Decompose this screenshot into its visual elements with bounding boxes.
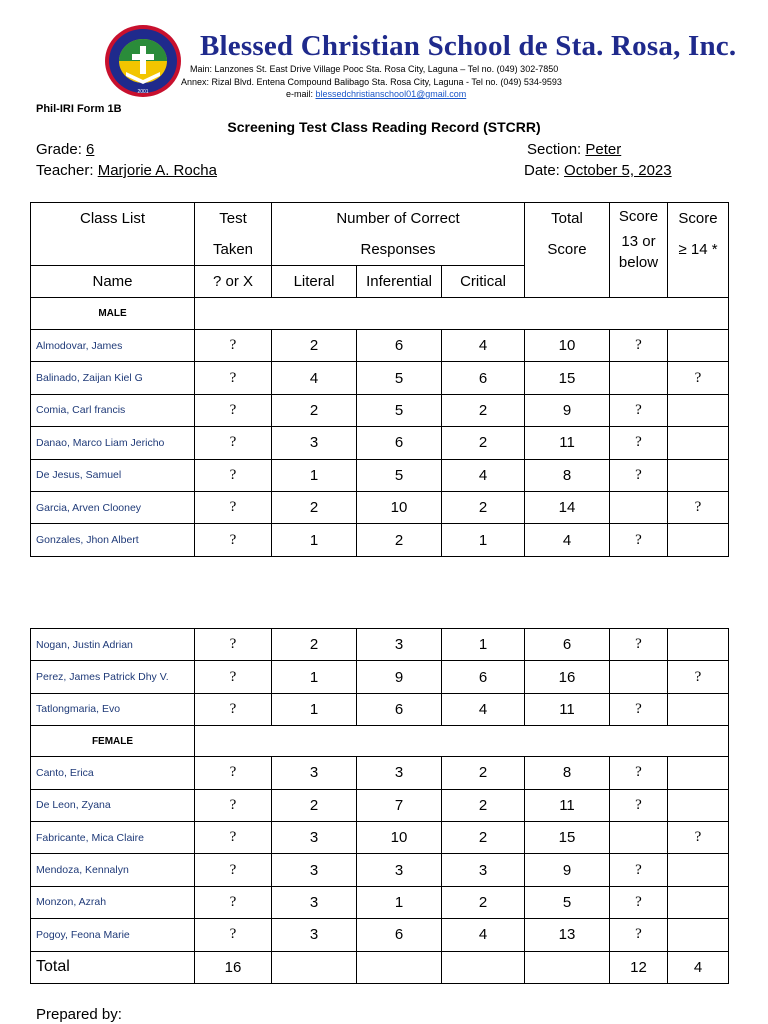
page-title: Screening Test Class Reading Record (STCRR) [227,119,541,135]
total-score: 9 [525,854,610,886]
student-name: Mendoza, Kennalyn [31,854,195,886]
inferential-score: 7 [357,789,442,821]
student-name: Canto, Erica [31,757,195,789]
total-score: 4 [525,524,610,556]
literal-score: 2 [272,789,357,821]
total-taken: 16 [195,951,272,983]
table-row [31,362,729,394]
critical-score: 2 [442,821,525,853]
literal-score: 3 [272,821,357,853]
total-score: 14 [525,491,610,523]
section-field: Section: Peter [527,141,622,158]
date-field: Date: October 5, 2023 [524,162,672,179]
address-annex: Annex: Rizal Blvd. Entena Compound Balibago Sta. Rosa City, Laguna - Tel no. (049) 534-9593 [181,77,562,87]
test-taken: ? [195,854,272,886]
table-row [31,330,729,362]
student-name: Almodovar, James [31,330,195,362]
inferential-score: 2 [357,524,442,556]
test-taken: ? [195,524,272,556]
literal-score: 1 [272,661,357,693]
header-test-taken: Test Taken [195,203,272,266]
test-taken: ? [195,427,272,459]
table-row [31,661,729,693]
email-label: e-mail: [286,89,316,99]
table-row [31,629,729,661]
total-score: 10 [525,330,610,362]
grade-value: 6 [86,141,95,158]
header-total-score: Total Score [525,203,610,298]
total-row [31,951,729,983]
total-score: 16 [525,661,610,693]
grade-field: Grade: 6 [36,141,95,158]
critical-score: 2 [442,757,525,789]
literal-score: 1 [272,459,357,491]
critical-score: 6 [442,362,525,394]
school-logo [104,24,182,98]
score-high-mark: ? [668,491,729,523]
critical-score: 4 [442,330,525,362]
test-taken: ? [195,459,272,491]
score-high-mark [668,919,729,951]
score-low-mark: ? [610,854,668,886]
score-low-mark: ? [610,330,668,362]
section-value: Peter [585,141,622,158]
critical-score: 1 [442,524,525,556]
table-row [31,427,729,459]
table-row [31,693,729,725]
header-number-correct: Number of Correct Responses [272,203,525,266]
total-high: 4 [668,951,729,983]
score-high-mark: ? [668,362,729,394]
inferential-score: 6 [357,330,442,362]
table-row [31,886,729,918]
student-name: Pogoy, Feona Marie [31,919,195,951]
test-taken: ? [195,789,272,821]
header-score-low: Score 13 or below [610,203,668,298]
literal-score: 2 [272,629,357,661]
total-label: Total [31,951,195,983]
student-name: Monzon, Azrah [31,886,195,918]
test-taken: ? [195,886,272,918]
table-row [31,524,729,556]
total-score: 6 [525,629,610,661]
test-taken: ? [195,693,272,725]
table-row [31,854,729,886]
score-high-mark [668,886,729,918]
critical-score: 4 [442,459,525,491]
inferential-score: 5 [357,459,442,491]
critical-score: 6 [442,661,525,693]
literal-score: 1 [272,693,357,725]
inferential-score: 5 [357,362,442,394]
score-high-mark [668,789,729,821]
header-literal: Literal [272,266,357,298]
test-taken: ? [195,821,272,853]
score-high-mark: ? [668,821,729,853]
score-low-mark: ? [610,886,668,918]
table-row [31,821,729,853]
inferential-score: 10 [357,821,442,853]
student-name: Comia, Carl francis [31,394,195,426]
critical-score: 3 [442,854,525,886]
score-low-mark: ? [610,629,668,661]
email-link[interactable]: blessedchristianschool01@gmail.com [315,89,467,99]
school-name: Blessed Christian School de Sta. Rosa, Inc. [200,30,737,62]
student-name: Danao, Marco Liam Jericho [31,427,195,459]
score-low-mark: ? [610,789,668,821]
test-taken: ? [195,362,272,394]
critical-score: 2 [442,789,525,821]
table-row [31,394,729,426]
teacher-value: Marjorie A. Rocha [97,162,217,179]
test-taken: ? [195,661,272,693]
table-row [31,789,729,821]
score-high-mark: ? [668,661,729,693]
critical-score: 2 [442,886,525,918]
student-name: Nogan, Justin Adrian [31,629,195,661]
score-low-mark: ? [610,394,668,426]
total-score: 8 [525,757,610,789]
critical-score: 2 [442,427,525,459]
total-score: 11 [525,693,610,725]
score-high-mark [668,629,729,661]
literal-score: 2 [272,491,357,523]
email-line [286,89,466,99]
inferential-score: 3 [357,854,442,886]
test-taken: ? [195,757,272,789]
literal-score: 1 [272,524,357,556]
literal-score: 3 [272,757,357,789]
literal-score: 3 [272,919,357,951]
reading-record-table-part2 [30,628,729,984]
total-score: 13 [525,919,610,951]
total-score: 15 [525,362,610,394]
total-score: 8 [525,459,610,491]
student-name: Balinado, Zaijan Kiel G [31,362,195,394]
score-low-mark: ? [610,757,668,789]
test-taken: ? [195,491,272,523]
date-value: October 5, 2023 [564,162,672,179]
header-score-high: Score ≥ 14 * [668,203,729,298]
score-low-mark: ? [610,427,668,459]
total-low: 12 [610,951,668,983]
test-taken: ? [195,919,272,951]
student-name: De Jesus, Samuel [31,459,195,491]
score-high-mark [668,459,729,491]
critical-score: 4 [442,919,525,951]
literal-score: 3 [272,854,357,886]
critical-score: 1 [442,629,525,661]
table-row [31,459,729,491]
student-name: Tatlongmaria, Evo [31,693,195,725]
table-row [31,919,729,951]
literal-score: 2 [272,394,357,426]
test-taken: ? [195,394,272,426]
test-taken: ? [195,629,272,661]
student-name: Gonzales, Jhon Albert [31,524,195,556]
inferential-score: 5 [357,394,442,426]
header-check-or-x: ? or X [195,266,272,298]
critical-score: 2 [442,491,525,523]
student-name: De Leon, Zyana [31,789,195,821]
total-score: 9 [525,394,610,426]
critical-score: 4 [442,693,525,725]
student-name: Perez, James Patrick Dhy V. [31,661,195,693]
score-high-mark [668,757,729,789]
literal-score: 4 [272,362,357,394]
literal-score: 3 [272,427,357,459]
prepared-by: Prepared by: [36,1006,122,1023]
inferential-score: 1 [357,886,442,918]
section-male: MALE [31,298,195,330]
logo-year: 2001 [137,89,149,95]
score-high-mark [668,693,729,725]
inferential-score: 10 [357,491,442,523]
header-class-list: Class List [31,203,195,266]
header-critical: Critical [442,266,525,298]
score-high-mark [668,854,729,886]
total-score: 5 [525,886,610,918]
total-score: 15 [525,821,610,853]
total-score: 11 [525,789,610,821]
score-low-mark: ? [610,459,668,491]
section-female: FEMALE [31,726,195,757]
inferential-score: 6 [357,427,442,459]
inferential-score: 6 [357,693,442,725]
score-low-mark: ? [610,524,668,556]
score-low-mark [610,821,668,853]
inferential-score: 6 [357,919,442,951]
inferential-score: 3 [357,629,442,661]
test-taken: ? [195,330,272,362]
reading-record-table-part1 [30,202,729,557]
header-inferential: Inferential [357,266,442,298]
literal-score: 3 [272,886,357,918]
inferential-score: 9 [357,661,442,693]
form-id: Phil-IRI Form 1B [36,103,122,115]
score-high-mark [668,427,729,459]
score-low-mark [610,491,668,523]
student-name: Garcia, Arven Clooney [31,491,195,523]
total-score: 11 [525,427,610,459]
inferential-score: 3 [357,757,442,789]
table-row [31,757,729,789]
table-row [31,491,729,523]
critical-score: 2 [442,394,525,426]
score-low-mark: ? [610,919,668,951]
score-low-mark [610,362,668,394]
student-name: Fabricante, Mica Claire [31,821,195,853]
score-high-mark [668,524,729,556]
score-high-mark [668,394,729,426]
score-low-mark [610,661,668,693]
score-low-mark: ? [610,693,668,725]
teacher-field: Teacher: Marjorie A. Rocha [36,162,217,179]
score-high-mark [668,330,729,362]
header-name: Name [31,266,195,298]
address-main: Main: Lanzones St. East Drive Village Pooc Sta. Rosa City, Laguna – Tel no. (049) 302-7850 [190,64,559,74]
literal-score: 2 [272,330,357,362]
